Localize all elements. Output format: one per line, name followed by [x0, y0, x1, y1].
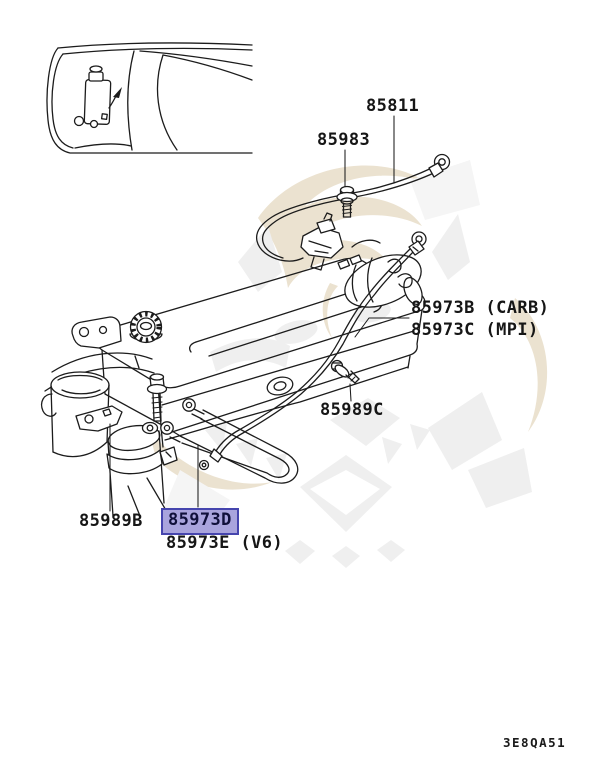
part-label-85973b[interactable]: 85973B (CARB) [411, 298, 550, 318]
part-label-85973c[interactable]: 85973C (MPI) [411, 320, 539, 340]
diagram-code: 3E8QA51 [503, 735, 567, 750]
lower-bracket-drawing [76, 406, 122, 431]
mount-bolt-drawing [148, 374, 167, 421]
battery-location-icon [75, 66, 123, 128]
washer-nut-icon [143, 423, 158, 434]
part-label-85811[interactable]: 85811 [366, 96, 420, 116]
part-label-85989c[interactable]: 85989C [320, 400, 384, 420]
part-label-85983[interactable]: 85983 [317, 130, 371, 150]
part-label-85973d-highlighted[interactable] [161, 508, 239, 535]
part-label-85989b[interactable]: 85989B [79, 511, 143, 531]
vehicle-inset-drawing [47, 43, 252, 153]
part-label-85973d-text: 85973D [168, 510, 232, 530]
oil-filler-cap-icon [130, 312, 162, 343]
left-bracket-drawing [72, 317, 121, 348]
part-label-85973e[interactable]: 85973E (V6) [166, 533, 283, 553]
watermark-graphic [148, 160, 550, 568]
